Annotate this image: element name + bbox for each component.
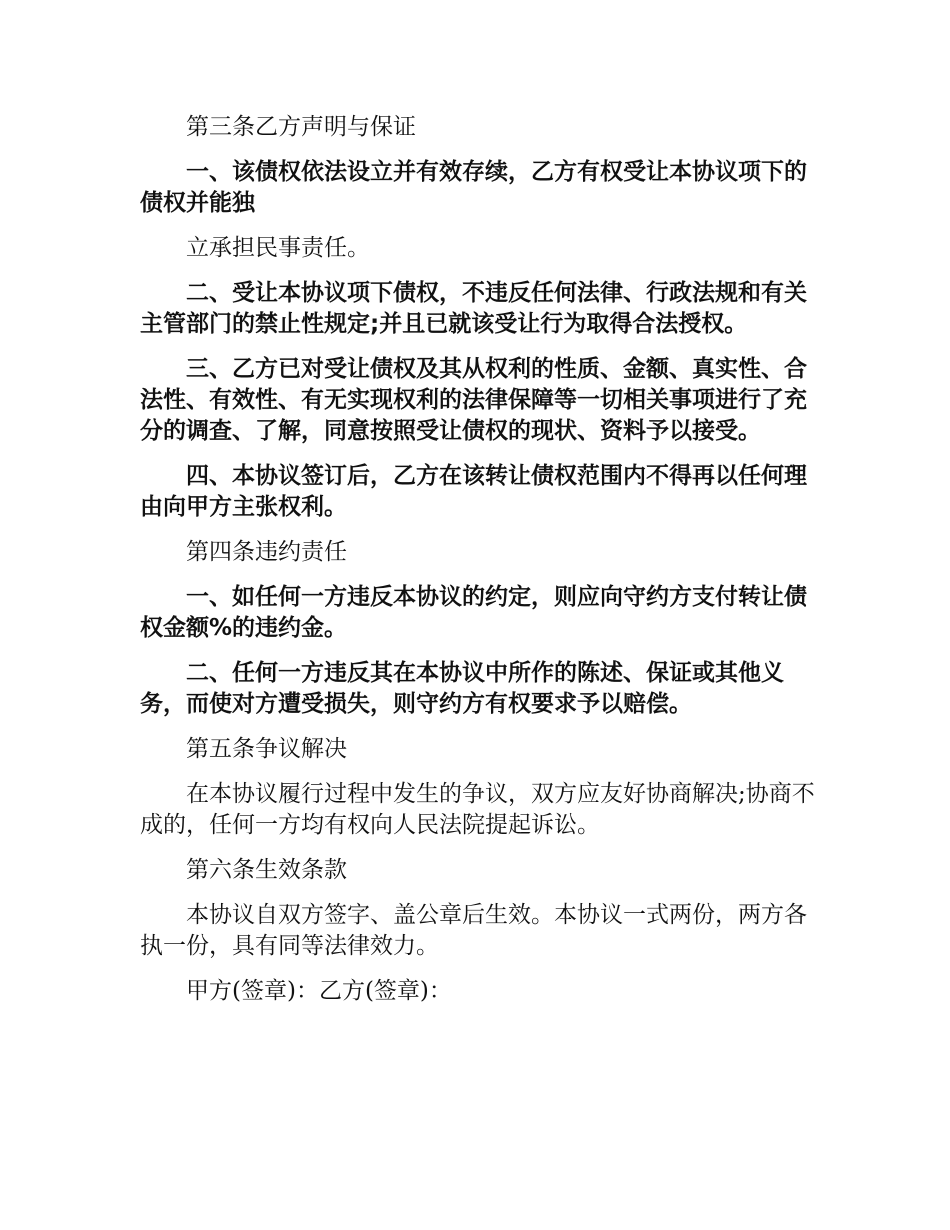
signature-line: 甲方(签章)：乙方(签章)： — [186, 978, 452, 1004]
section4-item1: 一、如任何一方违反本协议的约定，则应向守约方支付转让债权金额%的违约金。 — [140, 584, 807, 641]
section4-item2: 二、任何一方违反其在本协议中所作的陈述、保证或其他义务，而使对方遭受损失，则守约方有权要求予以赔偿。 — [140, 660, 784, 717]
section6-body: 本协议自双方签字、盖公章后生效。本协议一式两份，两方各执一份，具有同等法律效力。 — [140, 902, 807, 959]
section4-heading: 第四条违约责任 — [186, 539, 347, 565]
section5-body: 在本协议履行过程中发生的争议，双方应友好协商解决;协商不成的，任何一方均有权向人民法院提起诉讼。 — [140, 781, 815, 838]
section3-item2: 二、受让本协议项下债权，不违反任何法律、行政法规和有关主管部门的禁止性规定;并且已就该受让行为取得合法授权。 — [140, 280, 807, 337]
section3-item1-continuation: 立承担民事责任。 — [186, 235, 370, 261]
section3-item1: 一、该债权依法设立并有效存续，乙方有权受让本协议项下的债权并能独 — [140, 159, 807, 216]
section3-heading: 第三条乙方声明与保证 — [186, 114, 416, 140]
section3-item4: 四、本协议签订后，乙方在该转让债权范围内不得再以任何理由向甲方主张权利。 — [140, 463, 807, 520]
document-page — [140, 112, 820, 1021]
section6-heading: 第六条生效条款 — [186, 857, 347, 883]
section3-item3: 三、乙方已对受让债权及其从权利的性质、金额、真实性、合法性、有效性、有无实现权利的法律保障等一切相关事项进行了充分的调查、了解，同意按照受让债权的现状、资料予以接受。 — [140, 356, 807, 444]
section5-heading: 第五条争议解决 — [186, 736, 347, 762]
